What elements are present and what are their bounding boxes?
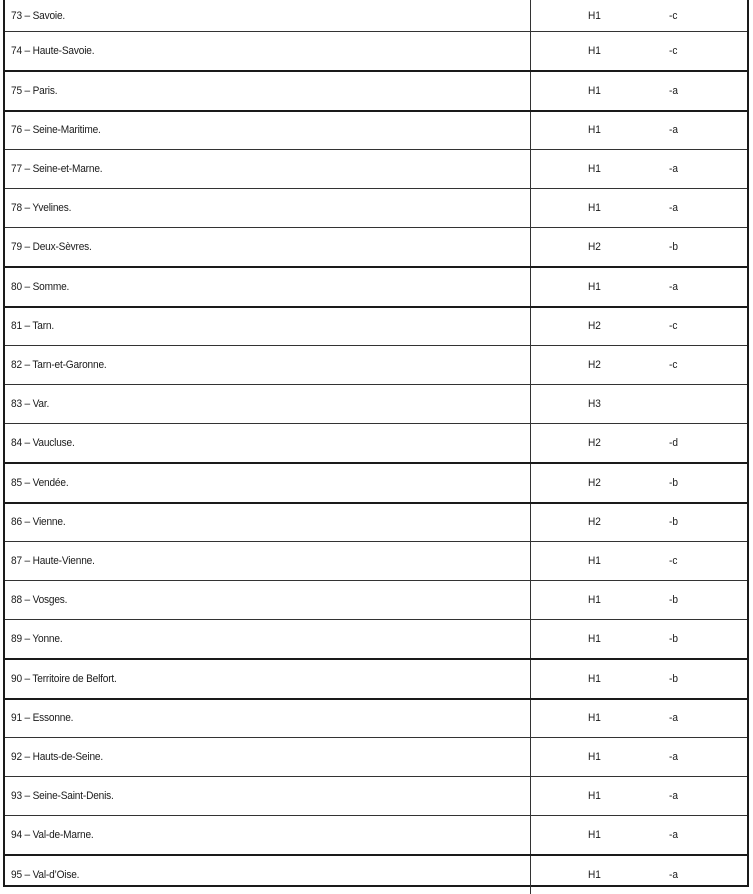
department-cell: 84 – Vaucluse. — [5, 423, 530, 462]
zone-cell: H1 — [530, 815, 665, 854]
subzone-cell: -c — [665, 32, 747, 71]
zone-cell: H1 — [530, 150, 665, 189]
department-cell: 83 – Var. — [5, 385, 530, 424]
table-row — [5, 385, 747, 424]
subzone-cell: -b — [665, 227, 747, 266]
department-cell: 77 – Seine-et-Marne. — [5, 150, 530, 189]
table-row — [5, 150, 747, 189]
zone-cell: H1 — [530, 71, 665, 111]
zone-cell: H2 — [530, 346, 665, 385]
department-cell: 76 – Seine-Maritime. — [5, 111, 530, 150]
department-cell: 81 – Tarn. — [5, 307, 530, 346]
zone-cell: H2 — [530, 307, 665, 346]
department-cell: 75 – Paris. — [5, 71, 530, 111]
zone-cell: H1 — [530, 189, 665, 228]
subzone-cell: -c — [665, 0, 747, 32]
zone-cell: H2 — [530, 227, 665, 266]
department-cell: 88 – Vosges. — [5, 581, 530, 620]
table-row — [5, 189, 747, 228]
subzone-cell: -b — [665, 463, 747, 503]
table-row — [5, 267, 747, 307]
subzone-cell — [665, 385, 747, 424]
table-row — [5, 0, 747, 32]
zone-cell: H1 — [530, 659, 665, 699]
zone-cell: H1 — [530, 581, 665, 620]
department-cell: 87 – Haute-Vienne. — [5, 542, 530, 581]
table-row — [5, 581, 747, 620]
table-row — [5, 542, 747, 581]
department-cell: 85 – Vendée. — [5, 463, 530, 503]
table-row — [5, 346, 747, 385]
department-cell: 86 – Vienne. — [5, 503, 530, 542]
subzone-cell: -c — [665, 542, 747, 581]
department-cell: 89 – Yonne. — [5, 619, 530, 658]
subzone-cell: -c — [665, 307, 747, 346]
subzone-cell: -a — [665, 267, 747, 307]
table-row — [5, 463, 747, 503]
department-cell: 93 – Seine-Saint-Denis. — [5, 777, 530, 816]
subzone-cell: -a — [665, 150, 747, 189]
table-row — [5, 111, 747, 150]
table-row — [5, 503, 747, 542]
zone-cell: H1 — [530, 0, 665, 32]
subzone-cell: -a — [665, 815, 747, 854]
climate-zone-table — [3, 0, 749, 887]
department-cell: 82 – Tarn-et-Garonne. — [5, 346, 530, 385]
table-row — [5, 227, 747, 266]
department-cell: 78 – Yvelines. — [5, 189, 530, 228]
table-row — [5, 32, 747, 71]
department-cell: 80 – Somme. — [5, 267, 530, 307]
subzone-cell: -b — [665, 581, 747, 620]
table-row — [5, 619, 747, 658]
department-cell: 74 – Haute-Savoie. — [5, 32, 530, 71]
table-row — [5, 423, 747, 462]
zone-cell: H1 — [530, 699, 665, 738]
department-cell: 95 – Val-d’Oise. — [5, 855, 530, 894]
department-cell: 79 – Deux-Sèvres. — [5, 227, 530, 266]
subzone-cell: -d — [665, 423, 747, 462]
subzone-cell: -a — [665, 699, 747, 738]
subzone-cell: -a — [669, 868, 678, 881]
table-row — [5, 855, 747, 894]
zone-cell: H1 — [530, 32, 665, 71]
zone-cell: H2 — [530, 423, 665, 462]
zone-cell: H2 — [530, 463, 665, 503]
zone-cell: H1 — [530, 111, 665, 150]
subzone-cell: -c — [665, 346, 747, 385]
department-table — [5, 0, 747, 894]
table-row — [5, 815, 747, 854]
table-row — [5, 307, 747, 346]
subzone-cell: -a — [665, 71, 747, 111]
zone-cell: H1 — [530, 267, 665, 307]
subzone-cell: -a — [665, 738, 747, 777]
table-row — [5, 777, 747, 816]
zone-cell: H1 — [587, 868, 601, 881]
zone-cell: H1 — [530, 542, 665, 581]
zone-cell: H1 — [530, 777, 665, 816]
zone-cell: H3 — [530, 385, 665, 424]
subzone-cell: -b — [665, 503, 747, 542]
table-row — [5, 699, 747, 738]
department-cell: 90 – Territoire de Belfort. — [5, 659, 530, 699]
table-row — [5, 738, 747, 777]
department-cell: 92 – Hauts-de-Seine. — [5, 738, 530, 777]
subzone-cell: -b — [665, 659, 747, 699]
department-cell: 73 – Savoie. — [5, 0, 530, 32]
subzone-cell: -a — [665, 189, 747, 228]
subzone-cell: -a — [665, 111, 747, 150]
table-row — [5, 71, 747, 111]
zone-cell: H2 — [530, 503, 665, 542]
zone-cell: H1 — [530, 738, 665, 777]
table-row — [5, 659, 747, 699]
department-cell: 91 – Essonne. — [5, 699, 530, 738]
subzone-cell: -a — [665, 777, 747, 816]
subzone-cell: -b — [665, 619, 747, 658]
zone-cell: H1 — [530, 619, 665, 658]
department-cell: 94 – Val-de-Marne. — [5, 815, 530, 854]
